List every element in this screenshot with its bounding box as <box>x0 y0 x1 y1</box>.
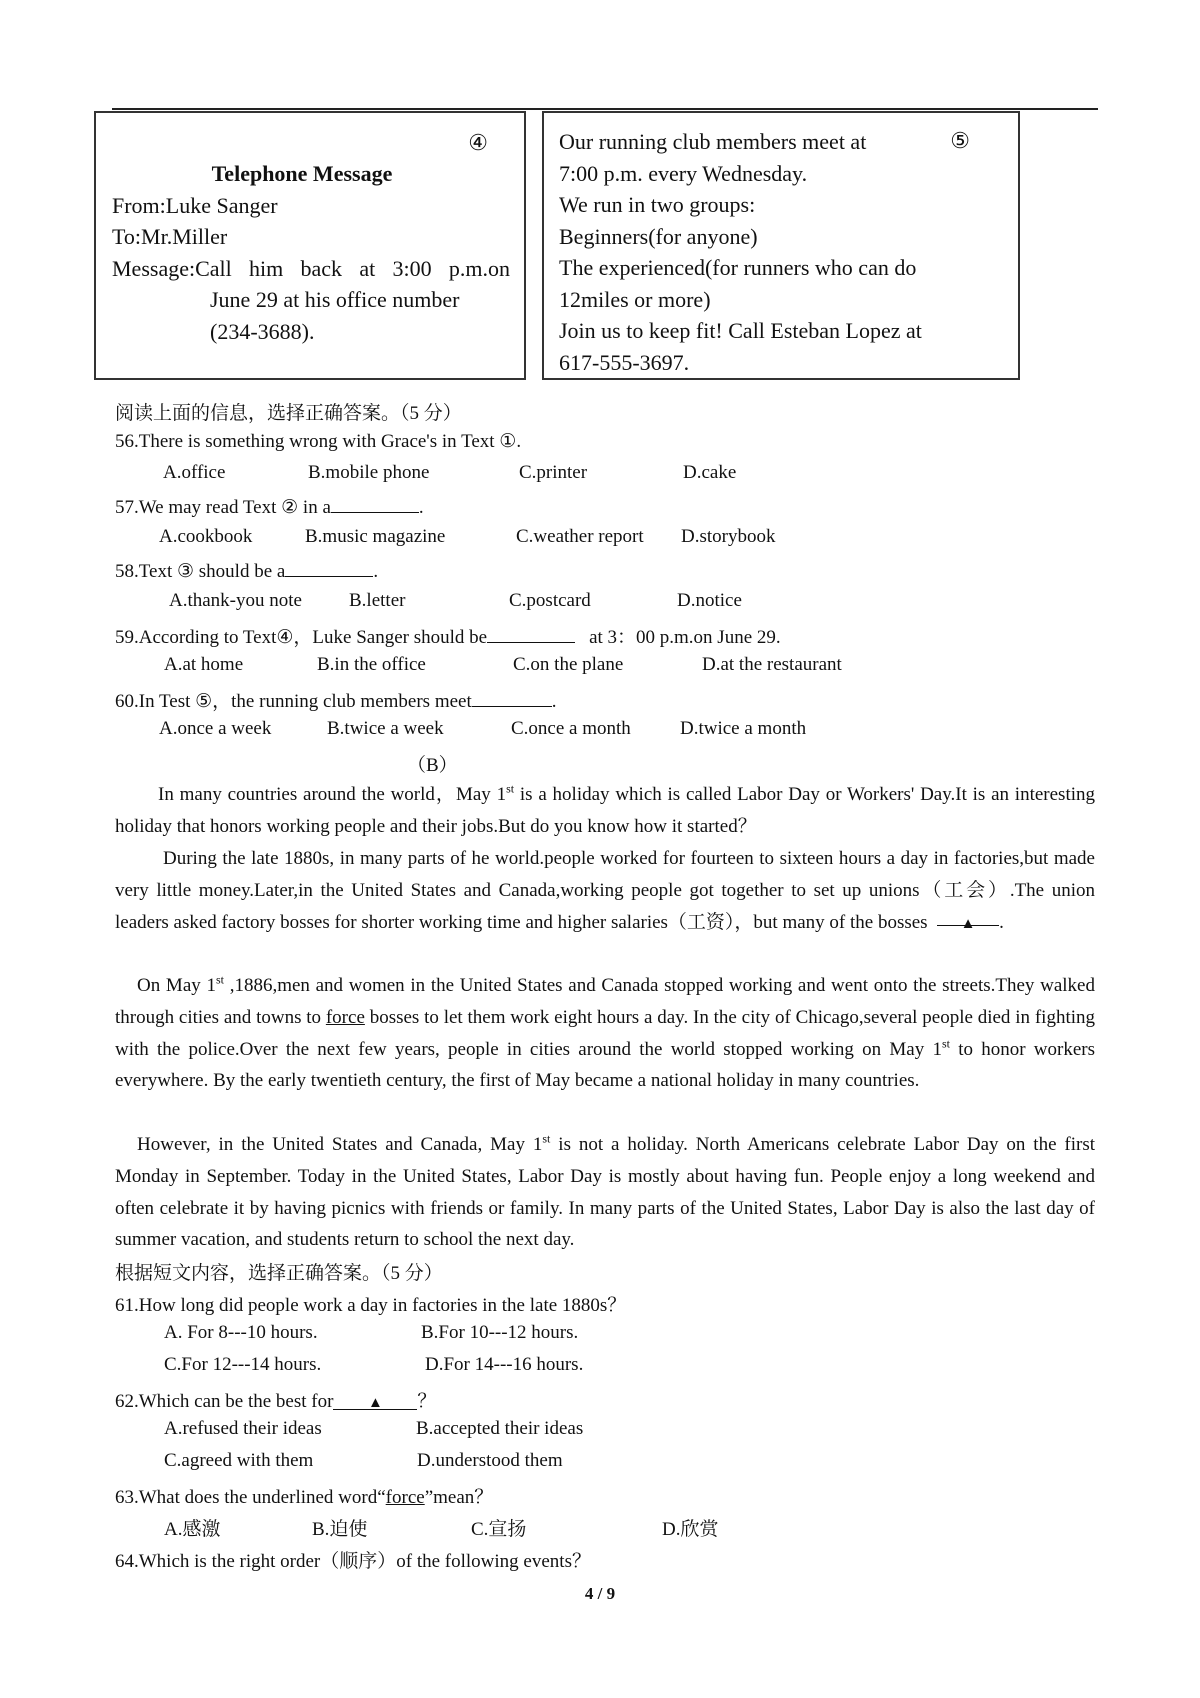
passage-paragraph-2 <box>115 843 1095 938</box>
stem-text: 63.What does the underlined word“ <box>115 1487 386 1508</box>
answer-blank <box>472 688 552 707</box>
question-63-stem <box>115 1482 493 1509</box>
stem-text: . <box>418 497 424 518</box>
option-b: B.mobile phone <box>308 462 430 483</box>
option-b: B.twice a week <box>327 718 444 739</box>
notice-line: The experienced(for runners who can do <box>559 255 917 280</box>
telephone-message-box <box>94 111 526 380</box>
message-word: 3:00 <box>392 255 432 281</box>
option-b: B.letter <box>349 590 406 611</box>
notice-line: 617-555-3697. <box>559 349 690 375</box>
option-c: C.once a month <box>511 718 631 739</box>
answer-blank <box>331 494 419 513</box>
message-line-3: (234-3688). <box>210 318 315 344</box>
text-number-4: ④ <box>468 130 488 155</box>
message-word: back <box>300 255 343 281</box>
option-d: D.欣赏 <box>662 1519 719 1540</box>
passage-text: ,1886,men and women in the United States and Canada stopped working and went onto the streets.They walked through cities and towns to <box>115 975 1095 1028</box>
option-b: B.in the office <box>317 654 426 675</box>
option-a: A.thank-you note <box>169 590 302 611</box>
message-from: From:Luke Sanger <box>112 192 278 218</box>
option-b: B.迫使 <box>312 1519 368 1540</box>
notice-line: Our running club members meet at <box>559 129 867 154</box>
passage-text: to honor workers everywhere. By the early twentieth century, the first of May became a national holiday in many countries. <box>115 1038 1095 1092</box>
option-b: B.accepted their ideas <box>416 1418 584 1439</box>
option-c: C.weather report <box>516 526 644 547</box>
question-58-stem <box>115 558 378 583</box>
notice-line: We run in two groups: <box>559 192 756 217</box>
answer-blank <box>937 907 999 932</box>
superscript: st <box>941 1036 950 1051</box>
option-c: C.postcard <box>509 590 591 611</box>
text-number-5: ⑤ <box>950 128 970 153</box>
option-c: C.For 12---14 hours. <box>164 1354 322 1375</box>
telephone-message-title: Telephone Message <box>211 161 393 186</box>
stem-text: 58.Text ③ should be a <box>115 561 286 582</box>
passage-text: is a holiday which is called Labor Day or Workers' Day.It is an interesting holiday that honors working people and their jobs.But do you know how it started？ <box>115 784 1096 837</box>
message-word: at <box>359 255 376 281</box>
stem-text: at 3：00 p.m.on June 29. <box>589 627 781 648</box>
stem-text: ”mean？ <box>424 1487 494 1508</box>
question-62-stem <box>115 1386 436 1413</box>
superscript: st <box>215 972 224 987</box>
option-d: D.For 14---16 hours. <box>425 1354 584 1375</box>
passage-paragraph-1 <box>115 779 1095 843</box>
section-a-instruction: 阅读上面的信息，选择正确答案。（5 分） <box>115 403 462 424</box>
option-d: D.at the restaurant <box>702 654 842 675</box>
option-d: D.understood them <box>417 1450 563 1471</box>
option-c: C.宣扬 <box>471 1519 527 1540</box>
option-c: C.printer <box>519 462 588 483</box>
triangle-mark: ▲ <box>960 915 976 932</box>
stem-text: . <box>551 691 557 712</box>
option-b: B.For 10---12 hours. <box>421 1322 579 1343</box>
notice-line: Beginners(for anyone) <box>559 223 758 249</box>
running-club-notice-box <box>542 111 1020 380</box>
option-c: C.on the plane <box>513 654 624 675</box>
message-to: To:Mr.Miller <box>112 224 228 249</box>
option-c: C.agreed with them <box>164 1450 314 1471</box>
stem-text: ？ <box>417 1391 437 1412</box>
top-rule <box>112 108 1098 110</box>
stem-text: 59.According to Text④，Luke Sanger should be <box>115 627 488 648</box>
option-a: A. For 8---10 hours. <box>164 1322 318 1343</box>
message-line-2: June 29 at his office number <box>210 287 460 312</box>
option-a: A.office <box>163 462 226 483</box>
option-a: A.once a week <box>159 718 272 739</box>
notice-line: Join us to keep fit! Call Esteban Lopez at <box>559 318 922 343</box>
underlined-word-force: force <box>385 1487 425 1508</box>
stem-text: 60.In Test ⑤，the running club members meet <box>115 691 472 712</box>
passage-text: . <box>999 911 1004 933</box>
underlined-word-force: force <box>325 1006 365 1028</box>
passage-text: bosses to let them work eight hours a day. In the city of Chicago,several people died in fighting with the police.Over the next few years, people in cities around the world stopped working on May 1 <box>115 1006 1095 1060</box>
question-56-stem: 56.There is something wrong with Grace's in Text ①. <box>115 431 522 452</box>
question-60-stem <box>115 686 557 713</box>
answer-blank <box>487 624 575 643</box>
option-d: D.cake <box>683 462 737 483</box>
notice-line: 12miles or more) <box>559 286 711 312</box>
message-word: p.m.on <box>448 255 510 281</box>
passage-text: On May 1 <box>137 975 216 996</box>
message-word: him <box>249 255 284 281</box>
triangle-mark: ▲ <box>367 1395 383 1411</box>
option-a: A.refused their ideas <box>164 1418 322 1439</box>
passage-text: However, in the United States and Canada, May 1 <box>137 1134 543 1155</box>
passage-paragraph-4 <box>115 1129 1095 1256</box>
page-number: 4 / 9 <box>584 1584 616 1603</box>
notice-line: 7:00 p.m. every Wednesday. <box>559 160 808 186</box>
section-b-heading: （B） <box>407 755 458 776</box>
option-a: A.cookbook <box>159 526 253 547</box>
question-59-stem <box>115 622 781 649</box>
message-line-1 <box>112 253 510 285</box>
option-d: D.storybook <box>681 526 776 547</box>
stem-text: 62.Which can be the best for <box>115 1391 334 1412</box>
superscript: st <box>506 781 515 796</box>
answer-blank <box>285 558 373 577</box>
message-label: Message:Call <box>112 255 232 281</box>
passage-text: is not a holiday. North Americans celebrate Labor Day on the first Monday in September. Today in the United States, Labor Day is mostly about having fun. People enjoy a long weekend and often celebrate it by having picnics with friends or family. In many parts of the United States, Labor Day is also the last day of summer vacation, and students return to school the next day. <box>115 1134 1096 1251</box>
passage-paragraph-3 <box>115 970 1095 1097</box>
option-a: A.at home <box>164 654 244 675</box>
answer-blank <box>333 1391 417 1410</box>
passage-text: During the late 1880s, in many parts of he world.people worked for fourteen to sixteen hours a day in factories,but made very little money.Later,in the United States and Canada,working people got together to set up unions（工会）.The union leaders asked factory bosses for shorter working time and higher salaries（工资），but many of the bosses <box>115 848 1095 933</box>
question-61-stem: 61.How long did people work a day in factories in the late 1880s？ <box>115 1295 627 1316</box>
passage-text: In many countries around the world，May 1 <box>158 784 507 805</box>
question-64-stem: 64.Which is the right order（顺序）of the following events？ <box>115 1551 591 1572</box>
stem-text: 57.We may read Text ② in a <box>115 497 331 518</box>
superscript: st <box>542 1131 551 1146</box>
option-a: A.感激 <box>164 1519 221 1540</box>
question-57-stem <box>115 494 424 519</box>
option-d: D.notice <box>677 590 742 611</box>
stem-text: . <box>373 561 379 582</box>
option-b: B.music magazine <box>305 526 446 547</box>
section-b-instruction: 根据短文内容，选择正确答案。（5 分） <box>115 1263 443 1284</box>
option-d: D.twice a month <box>680 718 807 739</box>
